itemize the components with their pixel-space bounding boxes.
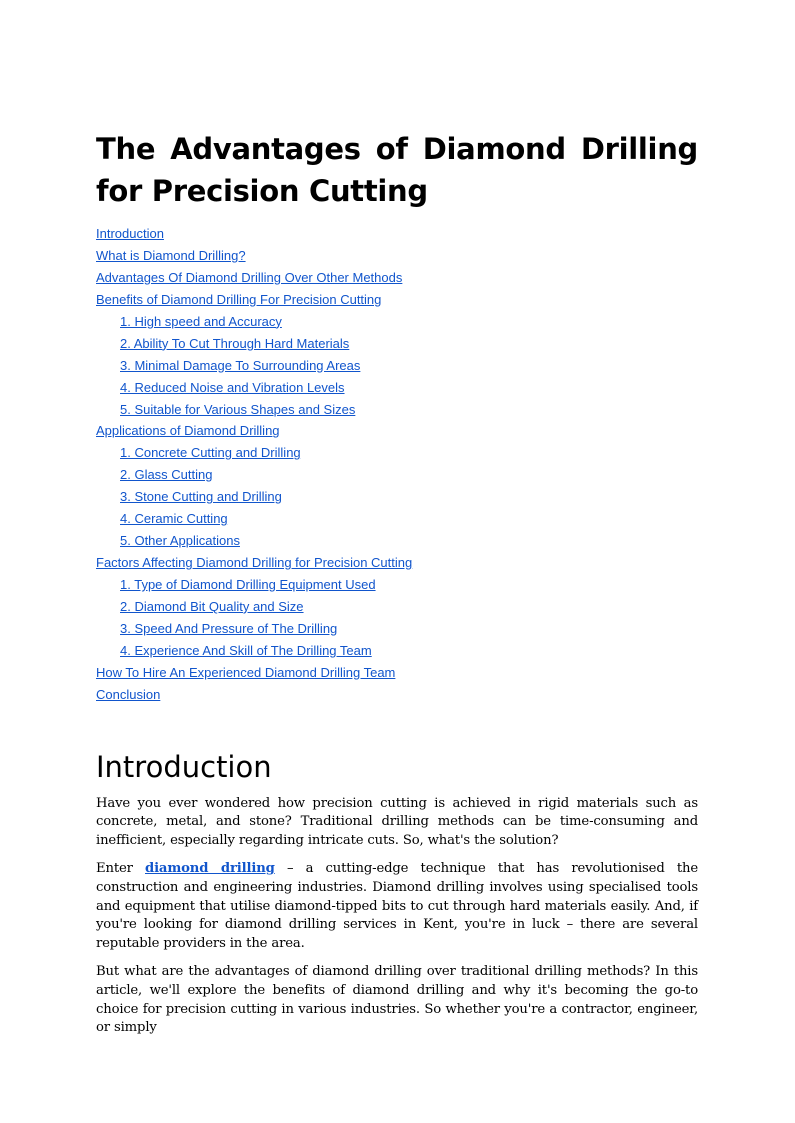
toc-link[interactable]: 1. High speed and Accuracy: [120, 313, 282, 329]
table-of-contents: [96, 223, 698, 706]
toc-link[interactable]: Advantages Of Diamond Drilling Over Other Methods: [96, 269, 403, 285]
intro-paragraph-2: [96, 860, 698, 953]
toc-link[interactable]: Applications of Diamond Drilling: [96, 423, 280, 439]
intro-paragraph-2-lead: Enter: [96, 861, 145, 877]
toc-link[interactable]: 3. Speed And Pressure of The Drilling: [120, 620, 338, 636]
toc-link[interactable]: 4. Reduced Noise and Vibration Levels: [120, 379, 345, 395]
toc-link[interactable]: 2. Ability To Cut Through Hard Materials: [120, 335, 350, 351]
toc-link[interactable]: Benefits of Diamond Drilling For Precision Cutting: [96, 291, 382, 307]
document-title: The Advantages of Diamond Drilling for Precision Cutting: [96, 132, 698, 208]
intro-paragraph-3: But what are the advantages of diamond drilling over traditional drilling methods? In this article, we'll explore the benefits of diamond drilling and why it's becoming the go-to choice for precision cutting in various industries. So whether you're a contractor, engineer, or simply: [96, 964, 698, 1036]
toc-link[interactable]: 3. Minimal Damage To Surrounding Areas: [120, 357, 361, 373]
toc-link[interactable]: Conclusion: [96, 686, 161, 702]
document-page: [96, 128, 698, 1048]
toc-link[interactable]: 4. Experience And Skill of The Drilling Team: [120, 642, 372, 658]
toc-link[interactable]: 5. Suitable for Various Shapes and Sizes: [120, 401, 356, 417]
toc-link[interactable]: 5. Other Applications: [120, 533, 240, 549]
toc-link[interactable]: 1. Concrete Cutting and Drilling: [120, 445, 301, 461]
toc-link[interactable]: How To Hire An Experienced Diamond Drilling Team: [96, 664, 396, 680]
toc-link[interactable]: 1. Type of Diamond Drilling Equipment Used: [120, 577, 376, 592]
toc-link[interactable]: 2. Glass Cutting: [120, 467, 213, 483]
toc-link[interactable]: 4. Ceramic Cutting: [120, 511, 228, 527]
introduction-heading: Introduction: [96, 749, 272, 784]
toc-link[interactable]: Factors Affecting Diamond Drilling for Precision Cutting: [96, 555, 413, 571]
toc-link[interactable]: 2. Diamond Bit Quality and Size: [120, 598, 304, 614]
toc-link[interactable]: What is Diamond Drilling?: [96, 247, 246, 263]
intro-paragraph-2-rest: – a cutting-edge technique that has revolutionised the construction and engineering industries. Diamond drilling involves using specialised tools and equipment that utilise diamond-tipped bits to cut through hard materials easily. And, if you're looking for diamond drilling services in Kent, you're in luck – there are several reputable providers in the area.: [96, 861, 698, 951]
toc-link[interactable]: Introduction: [96, 226, 164, 241]
diamond-drilling-link[interactable]: diamond drilling: [145, 861, 275, 877]
intro-paragraph-1: Have you ever wondered how precision cutting is achieved in rigid materials such as concrete, metal, and stone? Traditional drilling methods can be time-consuming and inefficient, especially regarding intricate cuts. So, what's the solution?: [96, 795, 698, 848]
toc-link[interactable]: 3. Stone Cutting and Drilling: [120, 489, 282, 505]
